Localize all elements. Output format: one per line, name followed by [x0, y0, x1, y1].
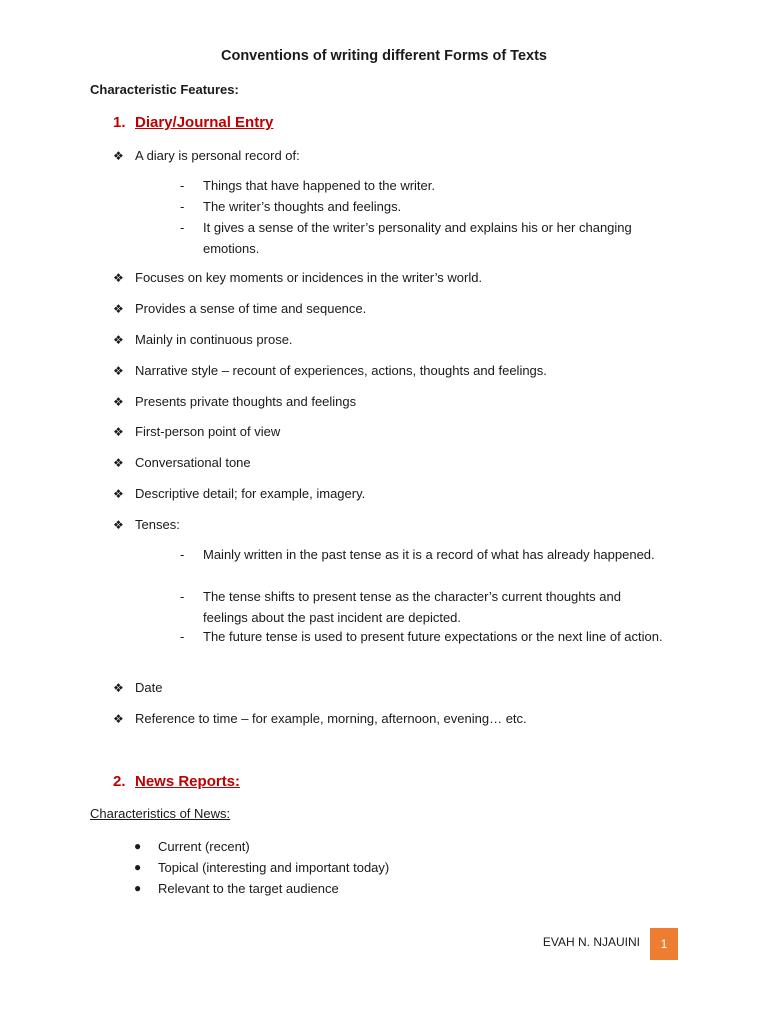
- diamond-bullet-icon: ❖: [113, 395, 124, 409]
- sub-item-text: The writer’s thoughts and feelings.: [203, 199, 402, 214]
- dash-marker: -: [180, 178, 185, 193]
- bullet-text: Tenses:: [135, 517, 180, 532]
- round-bullet-icon: ●: [134, 839, 142, 853]
- section-number: 2.: [113, 773, 126, 790]
- section-heading-diary: [113, 114, 273, 131]
- diamond-bullet-icon: ❖: [113, 518, 124, 532]
- bullet-text: Narrative style – recount of experiences, actions, thoughts and feelings.: [135, 363, 547, 378]
- bullet-text: Mainly in continuous prose.: [135, 332, 293, 347]
- diamond-bullet-icon: ❖: [113, 271, 124, 285]
- diamond-bullet-icon: ❖: [113, 425, 124, 439]
- sub-item-text: It gives a sense of the writer’s personality and explains his or her changing emotions.: [203, 220, 632, 256]
- bullet-text: First-person point of view: [135, 424, 281, 439]
- bullet-text: Date: [135, 680, 163, 695]
- diamond-bullet-icon: ❖: [113, 364, 124, 378]
- section-heading-news: [113, 773, 240, 790]
- dash-marker: -: [180, 220, 185, 235]
- diamond-bullet-icon: ❖: [113, 712, 124, 726]
- characteristics-of-news-label: Characteristics of News:: [90, 806, 231, 821]
- diamond-bullet-icon: ❖: [113, 681, 124, 695]
- round-bullet-icon: ●: [134, 881, 142, 895]
- bullet-text: Provides a sense of time and sequence.: [135, 301, 367, 316]
- dash-marker: -: [180, 629, 185, 644]
- section-title: Diary/Journal Entry: [135, 114, 274, 131]
- diamond-bullet-icon: ❖: [113, 302, 124, 316]
- footer-author: EVAH N. NJAUINI: [542, 935, 640, 949]
- round-bullet-icon: ●: [134, 860, 142, 874]
- bullet-text: Presents private thoughts and feelings: [135, 394, 357, 409]
- diamond-bullet-icon: ❖: [113, 456, 124, 470]
- dash-marker: -: [180, 547, 185, 562]
- bullet-text: Descriptive detail; for example, imagery.: [135, 486, 366, 501]
- item-text: Topical (interesting and important today): [158, 860, 390, 875]
- sub-item-text: Mainly written in the past tense as it is a record of what has already happened.: [203, 547, 655, 562]
- item-text: Current (recent): [158, 839, 250, 854]
- dash-marker: -: [180, 199, 185, 214]
- page-title: Conventions of writing different Forms of Texts: [221, 48, 547, 64]
- sub-item-text: Things that have happened to the writer.: [203, 178, 435, 193]
- sub-item-text: The future tense is used to present future expectations or the next line of action.: [203, 629, 663, 644]
- characteristic-features-label: Characteristic Features:: [90, 82, 239, 97]
- bullet-text: A diary is personal record of:: [135, 148, 300, 163]
- bullet-text: Focuses on key moments or incidences in the writer’s world.: [135, 270, 483, 285]
- bullet-text: Reference to time – for example, morning, afternoon, evening… etc.: [135, 711, 527, 726]
- diamond-bullet-icon: ❖: [113, 487, 124, 501]
- section-number: 1.: [113, 114, 126, 131]
- diamond-bullet-icon: ❖: [113, 149, 124, 163]
- bullet-text: Conversational tone: [135, 455, 251, 470]
- page-number-badge: 1: [650, 928, 678, 960]
- dash-marker: -: [180, 589, 185, 604]
- sub-item-text: The tense shifts to present tense as the character’s current thoughts and feelings about the past incident are depicted.: [203, 589, 621, 625]
- section-title: News Reports:: [135, 773, 241, 790]
- diamond-bullet-icon: ❖: [113, 333, 124, 347]
- item-text: Relevant to the target audience: [158, 881, 339, 896]
